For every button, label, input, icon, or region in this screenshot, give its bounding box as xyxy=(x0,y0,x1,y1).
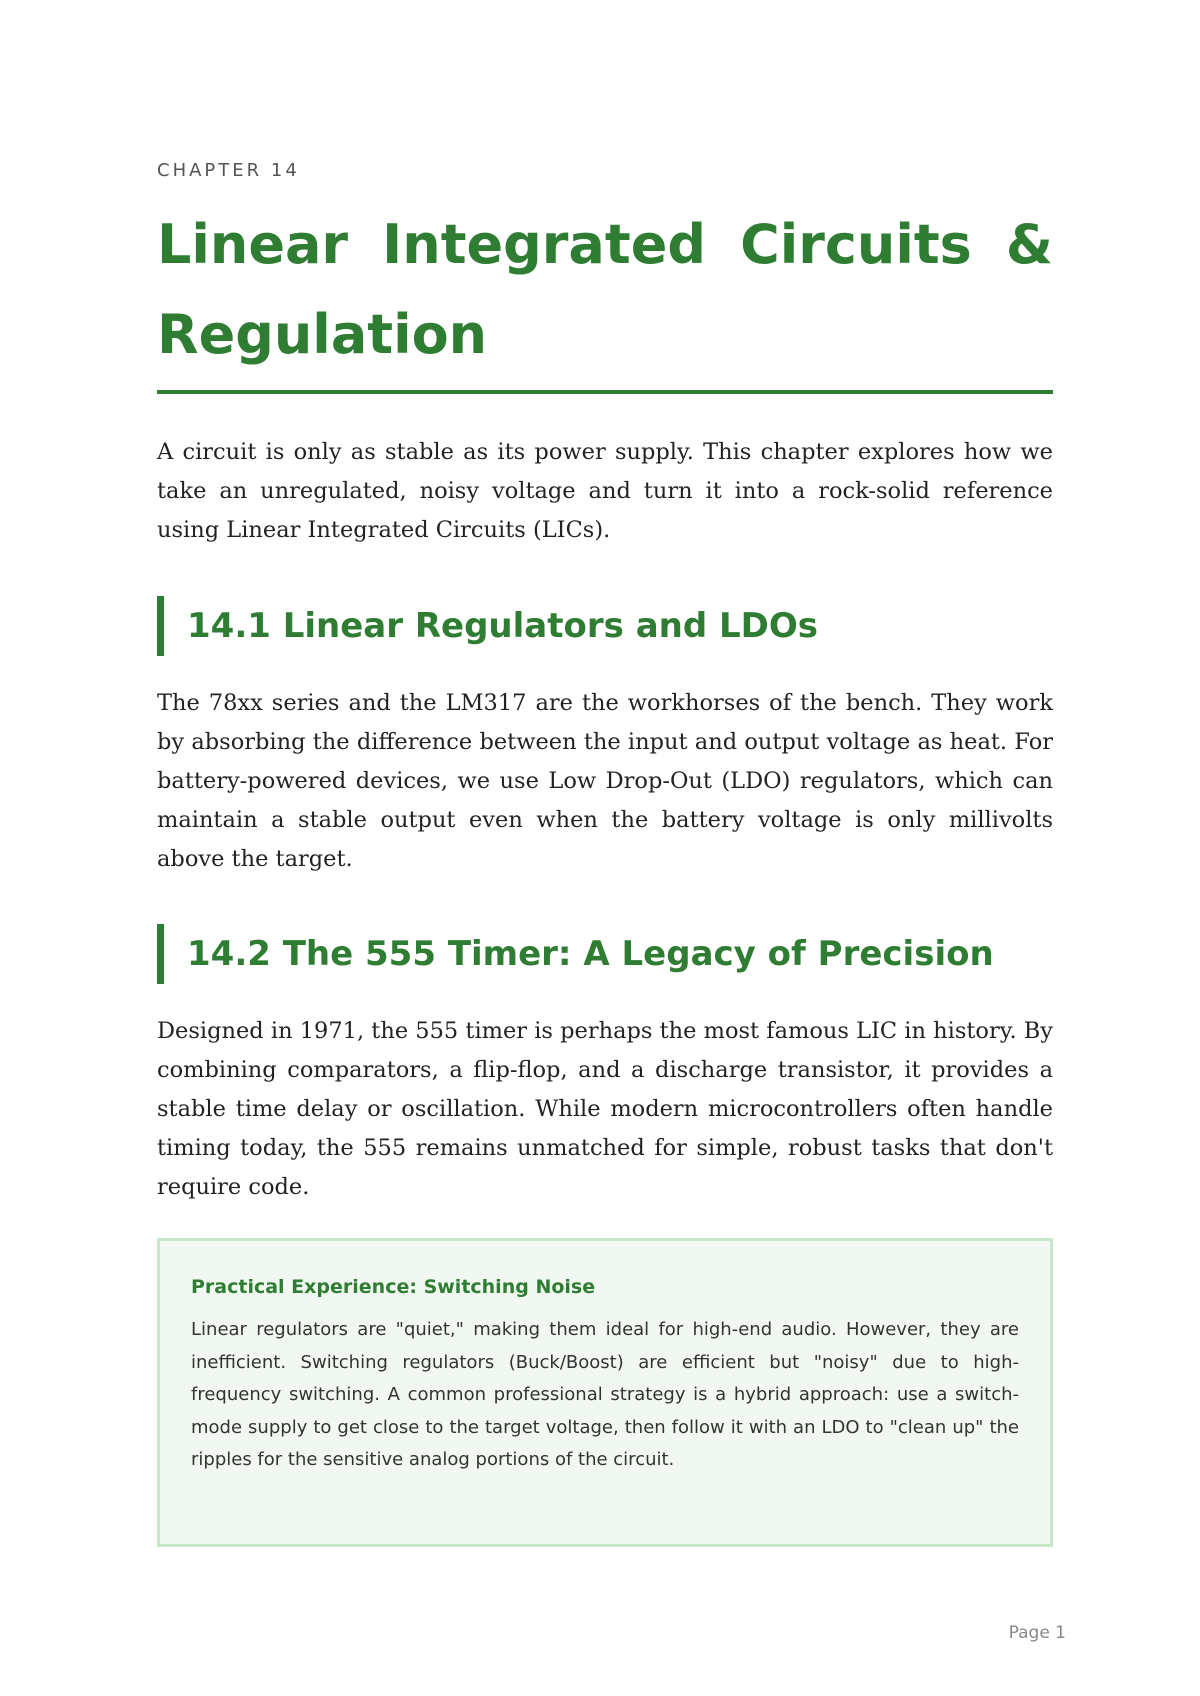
chapter-label: CHAPTER 14 xyxy=(157,160,300,181)
callout-body: Linear regulators are "quiet," making them ideal for high-end audio. However, they are inefficient. Switching regulators (Buck/Boost) are efficient but "noisy" due to high-frequency switching. A common professional strategy is a hybrid approach: use a switch-mode supply to get close to the target voltage, then follow it with an LDO to "clean up" the ripples for the sensitive analog portions of the circuit. xyxy=(191,1319,1019,1470)
intro-paragraph: A circuit is only as stable as its power supply. This chapter explores how we take an unregulated, noisy voltage and turn it into a rock-solid reference using Linear Integrated Circuits (LICs). xyxy=(157,439,1053,543)
section-heading-555-timer: 14.2 The 555 Timer: A Legacy of Precision xyxy=(157,924,1053,984)
document-page xyxy=(157,0,1053,1696)
section-body-555-timer: Designed in 1971, the 555 timer is perhaps the most famous LIC in history. By combining comparators, a flip-flop, and a discharge transistor, it provides a stable time delay or oscillation. While modern microcontrollers often handle timing today, the 555 remains unmatched for simple, robust tasks that don't require code. xyxy=(157,1018,1053,1200)
title-divider xyxy=(157,390,1053,394)
page-number: Page 1 xyxy=(1008,1623,1066,1643)
chapter-title: Linear Integrated Circuits & Regulation xyxy=(157,213,1053,366)
practical-experience-callout xyxy=(157,1238,1053,1547)
section-body-linear-regulators: The 78xx series and the LM317 are the workhorses of the bench. They work by absorbing the difference between the input and output voltage as heat. For battery-powered devices, we use Low Drop-Out (LDO) regulators, which can maintain a stable output even when the battery voltage is only millivolts above the target. xyxy=(157,690,1053,872)
callout-title: Practical Experience: Switching Noise xyxy=(191,1276,596,1298)
section-heading-linear-regulators: 14.1 Linear Regulators and LDOs xyxy=(157,596,1053,656)
